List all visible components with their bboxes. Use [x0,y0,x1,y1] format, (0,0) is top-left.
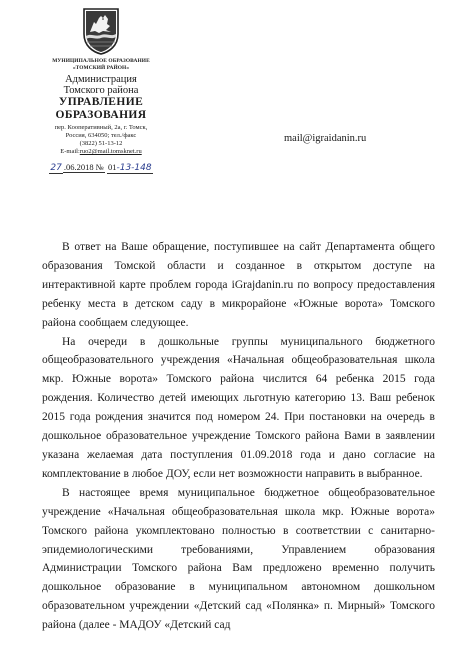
contact-info: пер. Кооперативный, 2а, г. Томск, Россия, 634050; тел./факс (3822) 51-13-12 E-mail:ruo2@mail.tomsknet.ru [54,124,148,155]
letterhead [26,6,176,174]
tomsk-district-coat-of-arms-icon [81,6,121,56]
body-paragraph-2: На очереди в дошкольные группы муниципального бюджетного общеобразовательного учреждения «Начальная общеобразовательная школа мкр. Южные ворота» Томского района числится 64 ребенка 2015 года рождения. Количество детей имеющих льготную категорию 13. Ваш ребенок 2015 года рождения значится под номером 24. При постановки на очередь в дошкольное образовательное учреждение Томского района Вами в заявлении указана желаемая дата поступления 01.09.2018 года и дано согласие на комплектование в любое ДОУ, если нет возможности направить в выбранное. [42,335,435,480]
body-paragraph-3: В настоящее время муниципальное бюджетное общеобразовательное учреждение «Начальная общеобразовательная школа мкр. Южные ворота» Томского района укомплектовано полностью в соответствии с санитарно-эпидемиологическими требованиями, Управлением образования Администрации Томского района Вам предложено временно получить дошкольное образование в муниципальном автономном дошкольном образовательном учреждении «Детский сад «Полянка» п. Мирный» Томского района (далее - МАДОУ «Детский сад [42,486,435,632]
date-day-handwritten: 27 [50,163,62,173]
document-date-number [26,162,176,174]
letterhead-email: ruo2@mail.tomsknet.ru [79,148,142,155]
date-rest: .06.2018 № [63,162,104,172]
addressee-email: mail@igraidanin.ru [284,133,367,144]
document-number-prefix: 01 [107,162,117,172]
department-name: УПРАВЛЕНИЕ ОБРАЗОВАНИЯ [55,96,147,121]
body-paragraph-1: В ответ на Ваше обращение, поступившее на сайт Департамента общего образования Томской области и созданное в открытом доступе на интерактивной карте проблем города iGrajdanin.ru по вопросу предоставления ребенку места в детском саду в микрорайоне «Южные ворота» Томского района сообщаем следующее. [42,241,435,329]
administration-name: Администрация Томского района [63,74,139,96]
document-number-handwritten: -13-148 [116,163,152,173]
municipality-name: МУНИЦИПАЛЬНОЕ ОБРАЗОВАНИЕ «ТОМСКИЙ РАЙОН» [52,58,150,71]
letter-body [42,238,435,635]
